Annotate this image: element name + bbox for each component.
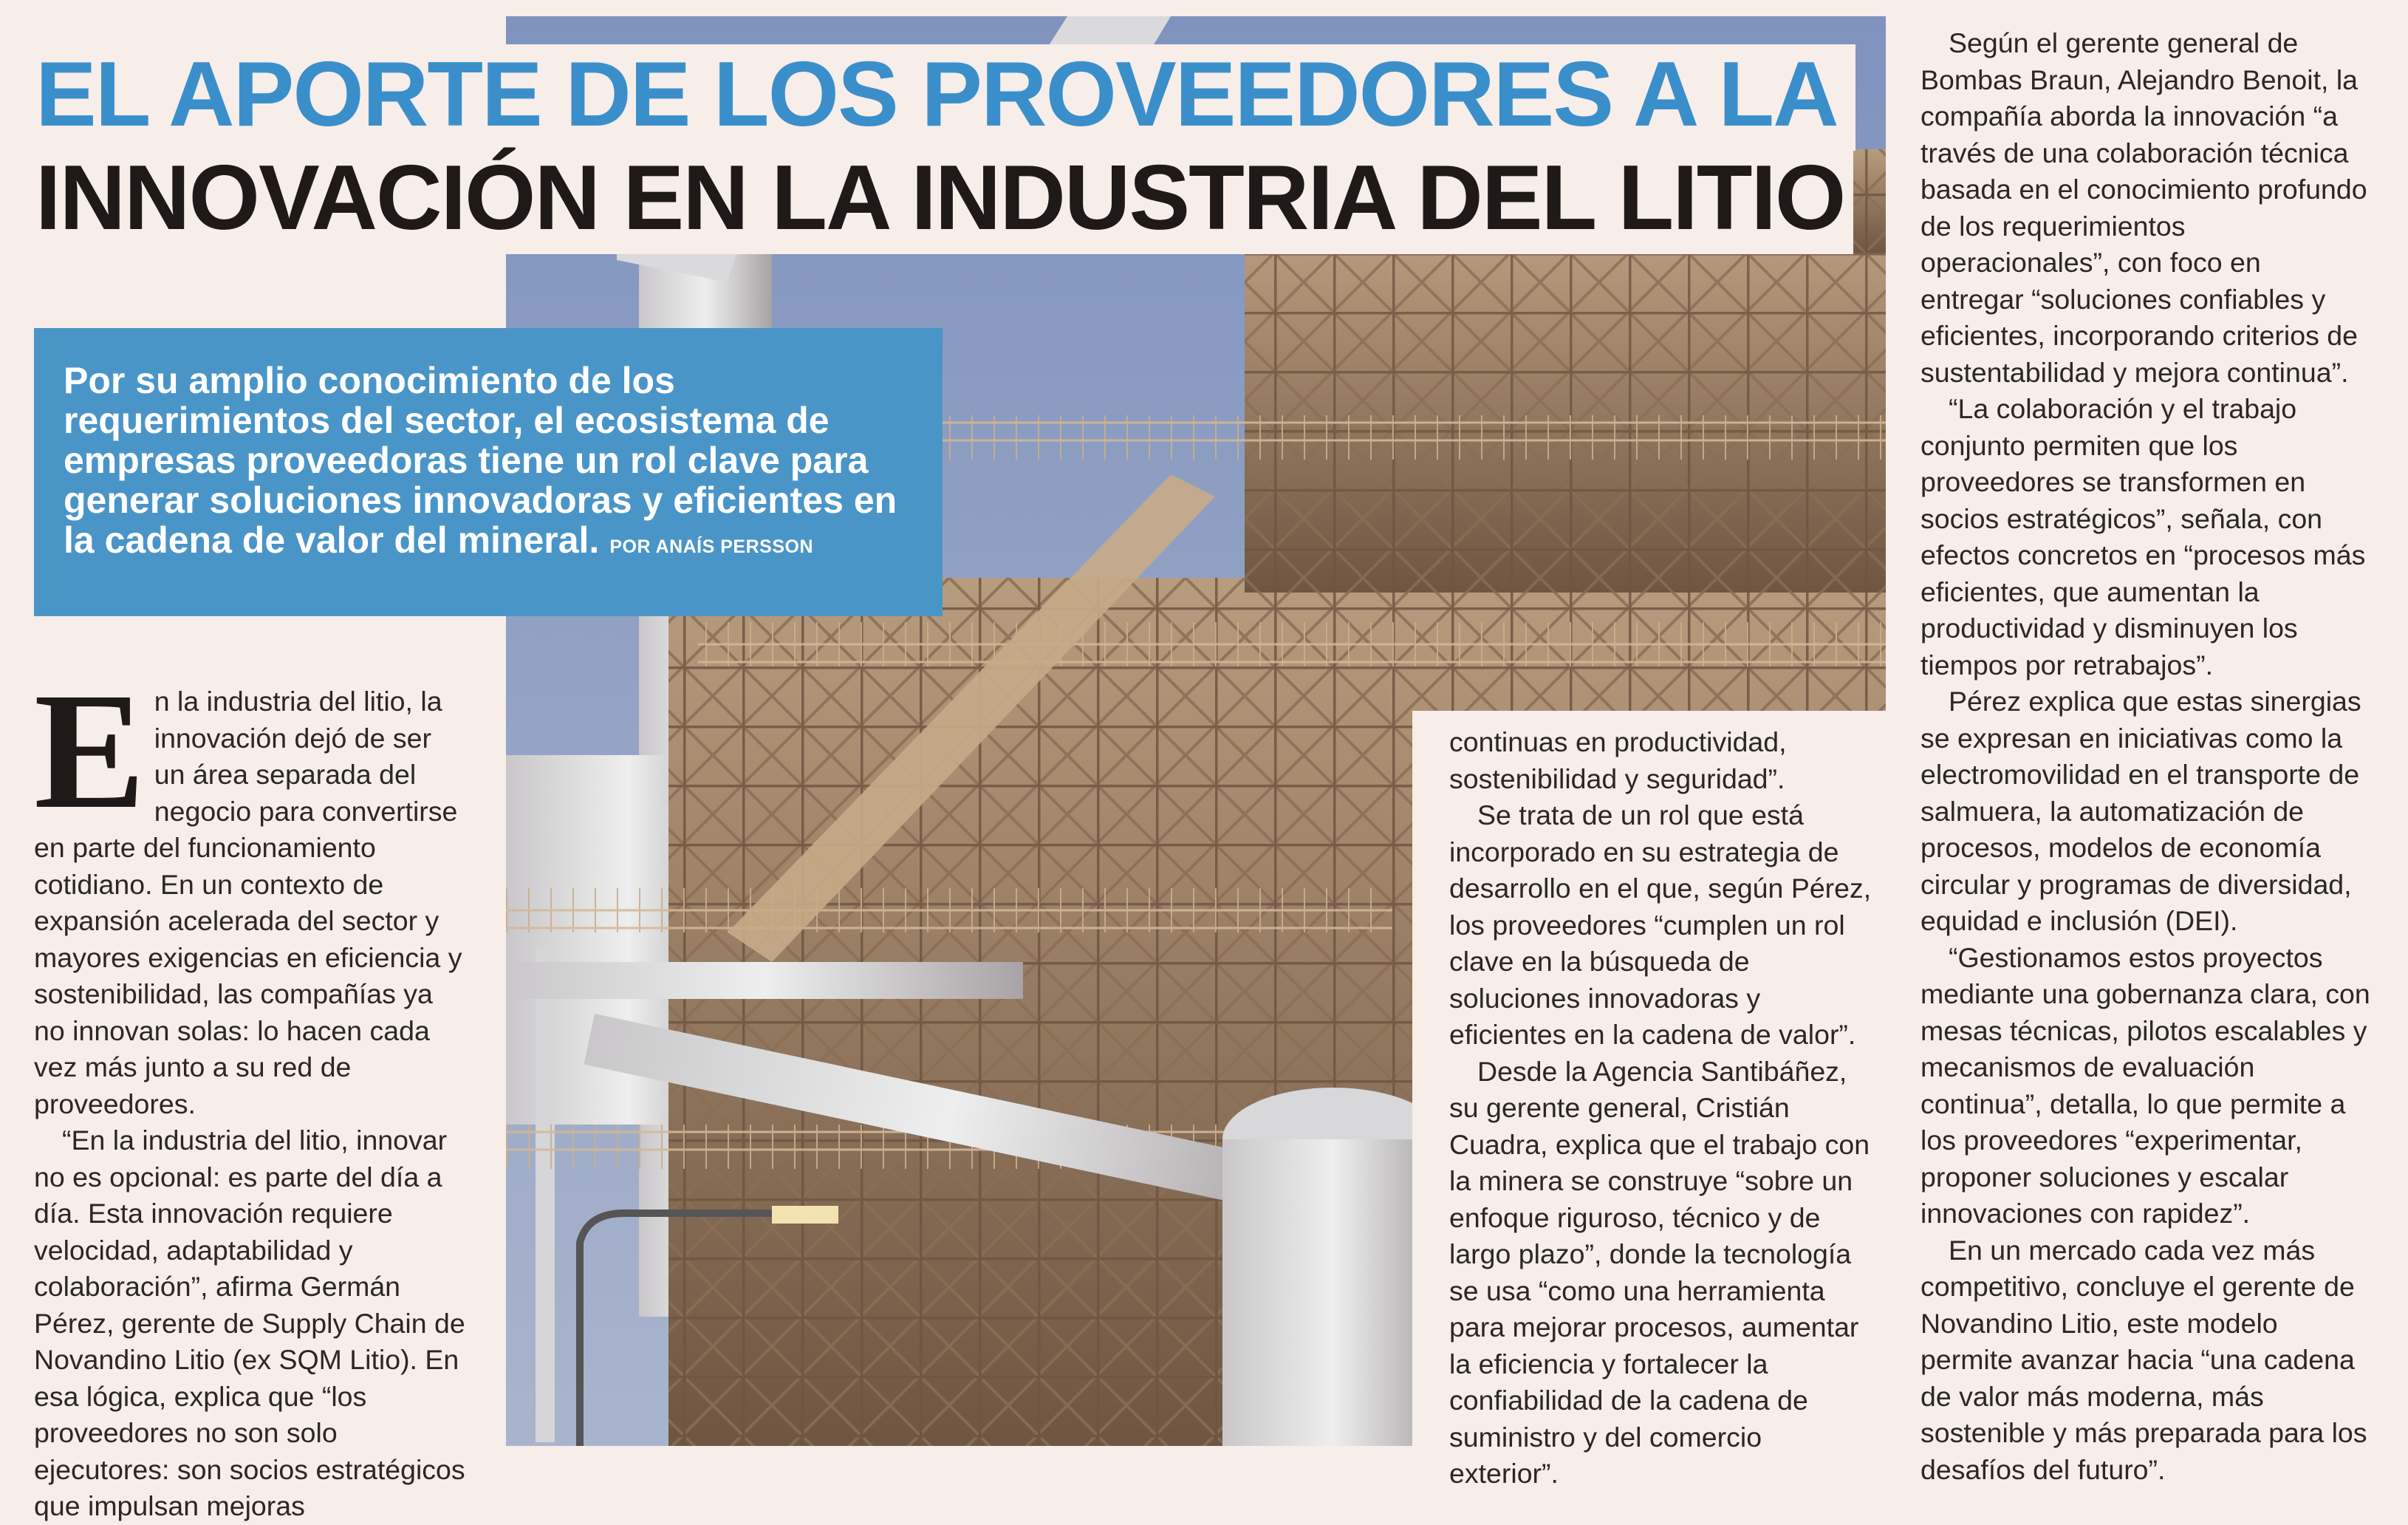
body-paragraph: continuas en productividad, sostenibilidad y seguridad”.: [1449, 726, 1787, 794]
body-column-1: [34, 658, 470, 1525]
body-paragraph: “En la industria del litio, innovar no es opcional: es parte del día a día. Esta innovación requiere velocidad, adaptabilidad y colaboración”, afirma Germán Pérez, gerente de Supply Chain de Novandino Litio (ex SQM Litio). En esa lógica, explica que “los proveedores no son solo ejecutores: son socios estratégicos que impulsan mejoras: [34, 1125, 465, 1521]
body-paragraph: “La colaboración y el trabajo conjunto permiten que los proveedores se transformen en socios estratégicos”, señala, con efectos concretos en “procesos más eficientes, que aumentan la productividad y disminuyen los tiempos por retrabajos”.: [1920, 393, 2366, 680]
lead-text: Por su amplio conocimiento de los requerimientos del sector, el ecosistema de empresas proveedoras tiene un rol clave para generar soluciones innovadoras y eficientes en la cadena de valor del mineral.: [64, 360, 897, 561]
lead-paragraph: [64, 361, 910, 567]
headline-line-2: INNOVACIÓN EN LA INDUSTRIA DEL LITIO: [35, 148, 1853, 254]
body-paragraph: Se trata de un rol que está incorporado en su estrategia de desarrollo en el que, según Pérez, los proveedores “cumplen un rol clave en la búsqueda de soluciones innovadoras y eficientes en la cadena de valor”.: [1449, 799, 1872, 1050]
body-paragraph: Desde la Agencia Santibáñez, su gerente general, Cristián Cuadra, explica que el trabajo con la minera se construye “sobre un enfoque riguroso, técnico y de largo plazo”, donde la tecnología se usa “como una herramienta para mejorar procesos, aumentar la eficiencia y fortalecer la confiabilidad de la cadena de suministro y del comercio exterior”.: [1449, 1055, 1870, 1489]
body-paragraph: Pérez explica que estas sinergias se expresan en iniciativas como la electromovilidad en el transporte de salmuera, la automatización de procesos, modelos de economía circular y programas de diversidad, equidad e inclusión (DEI).: [1920, 686, 2361, 936]
body-paragraph: [34, 658, 470, 1122]
lead-box: [34, 328, 943, 616]
headline-line-1: EL APORTE DE LOS PROVEEDORES A LA: [35, 44, 1855, 151]
byline: POR ANAÍS PERSSON: [609, 536, 814, 557]
body-paragraph-text: n la industria del litio, la innovación dejó de ser un área separada del negocio para convertirse en parte del funcionamiento cotidiano. En un contexto de expansión acelerada del sector y mayores exigencias en eficiencia y sostenibilidad, las compañías ya no innovan solas: lo hacen cada vez más junto a su red de proveedores.: [34, 686, 462, 1119]
body-paragraph: “Gestionamos estos proyectos mediante una gobernanza clara, con mesas técnicas, pilotos escalables y mecanismos de evaluación continua”, detalla, lo que permite a los proveedores “experimentar, proponer soluciones y escalar innovaciones con rapidez”.: [1920, 941, 2370, 1229]
drop-cap: E: [34, 658, 146, 843]
body-paragraph: Según el gerente general de Bombas Braun, Alejandro Benoit, la compañía aborda la innovación “a través de una colaboración técnica basada en el conocimiento profundo de los requerimientos operacionales”, con foco en entregar “soluciones confiables y eficientes, incorporando criterios de sustentabilidad y mejora continua”.: [1920, 27, 2367, 388]
body-column-2: [1449, 724, 1875, 1492]
body-column-3: [1920, 25, 2371, 1488]
body-paragraph: En un mercado cada vez más competitivo, concluye el gerente de Novandino Litio, este modelo permite avanzar hacia “una cadena de valor más moderna, más sostenible y más preparada para los desafíos del futuro”.: [1920, 1234, 2367, 1485]
